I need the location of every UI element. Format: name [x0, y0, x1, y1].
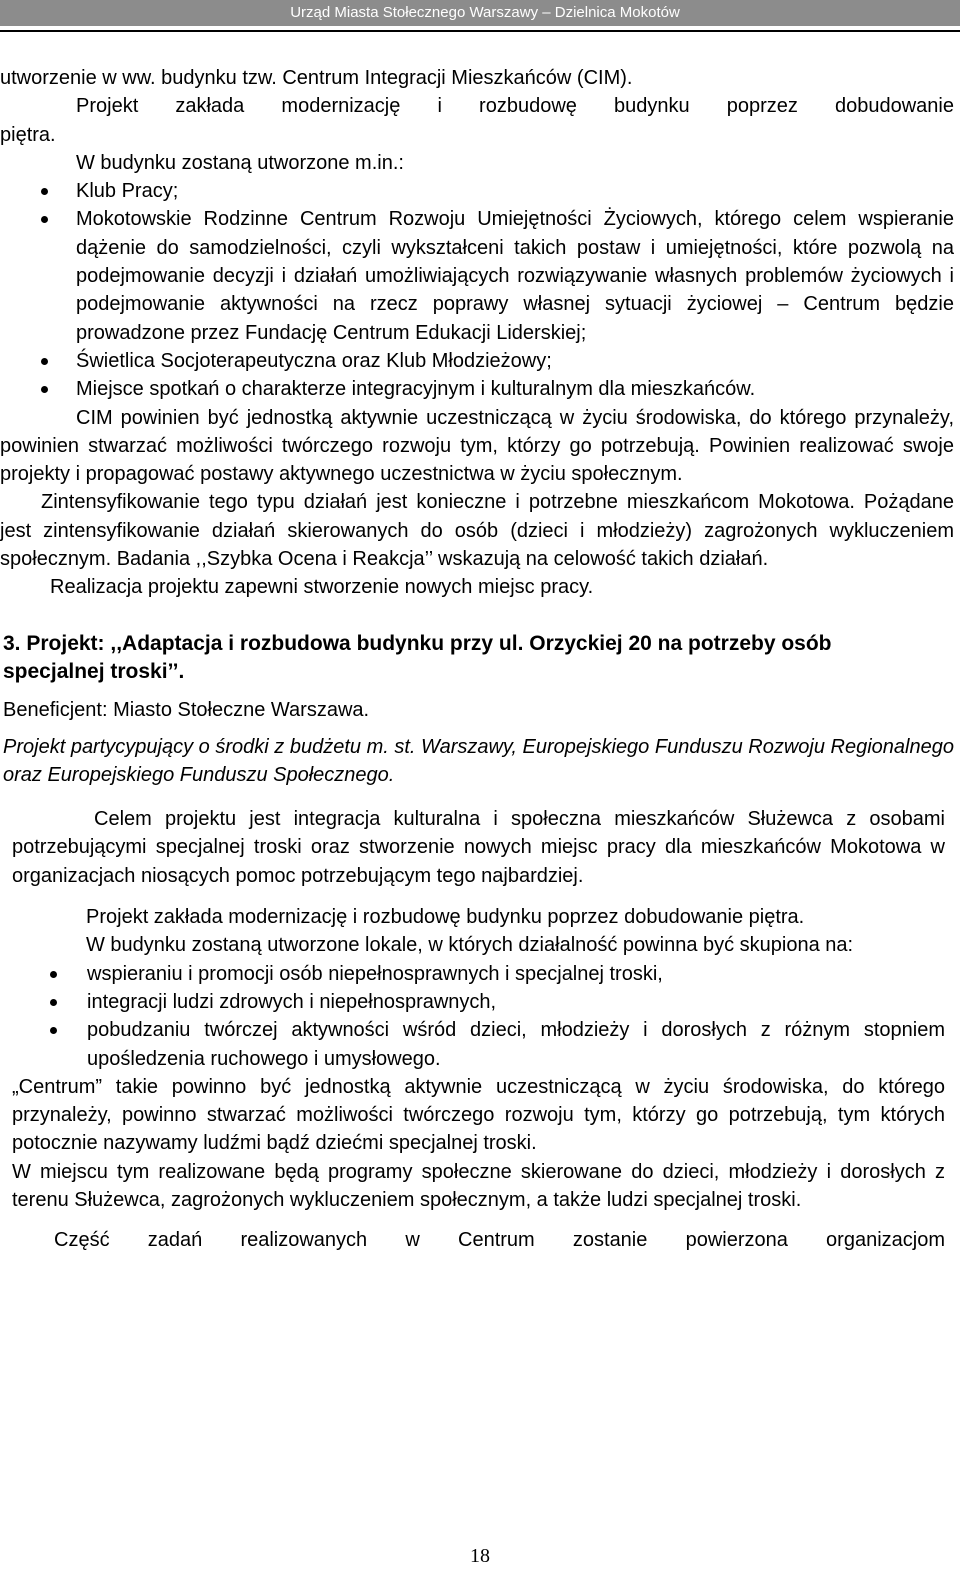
- list-item-text: Mokotowskie Rodzinne Centrum Rozwoju Umiejętności Życiowych, którego celem wspieranie dążenie do samodzielności, czyli wykształceni takich postaw i umiejętności, które pozwolą na podejmowanie decyzji i działań umożliwiających rozwiązywanie własnych problemów życiowych i podejmowanie aktywności na rzecz poprawy własnej sytuacji życiowej – Centrum będzie prowadzone przez Fundację Centrum Edukacji Liderskiej;: [76, 208, 954, 344]
- goal-paragraph: Celem projektu jest integracja kulturalna i społeczna mieszkańców Służewca z osobami potrzebującymi specjalnej troski oraz stworzenie nowych miejsc pracy dla mieszkańców Mokotowa w organizacjach niosących pomoc potrzebującym tego najbardziej.: [12, 808, 945, 887]
- header-divider: [0, 30, 960, 32]
- centrum-paragraph: „Centrum” takie powinno być jednostką aktywnie uczestniczącą w życiu środowiska, do którego przynależy, powinno stwarzać możliwości twórczego rozwoju tym, którzy go potrzebują, tym których potocznie nazywamy ludźmi bądź dziećmi specjalnej troski.: [12, 1075, 945, 1155]
- list-item-text: integracji ludzi zdrowych i niepełnosprawnych,: [87, 990, 497, 1013]
- beneficiary-line: Beneficjent: Miasto Stołeczne Warszawa.: [3, 699, 370, 722]
- tasks-paragraph: Część zadań realizowanych w Centrum zostanie powierzona organizacjom: [54, 1229, 945, 1252]
- intensification-paragraph: Zintensyfikowanie tego typu działań jest konieczne i potrzebne mieszkańcom Mokotowa. Pożądane jest zintensyfikowanie działań skierowanych do osób (dzieci i młodzieży) zagrożonych wykluczeniem społecznym. Badania ,,Szybka Ocena i Reakcja’’ wskazują na celowość takich działań.: [0, 491, 954, 571]
- cim-modernization-line: Projekt zakłada modernizację i rozbudowę budynku poprzez dobudowanie: [76, 95, 954, 118]
- jobs-paragraph: Realizacja projektu zapewni stworzenie nowych miejsc pracy.: [50, 576, 594, 599]
- bullet-icon: [50, 1027, 57, 1034]
- list-item-text: wspieraniu i promocji osób niepełnosprawnych i specjalnej troski,: [87, 962, 663, 985]
- premises-paragraph: W budynku zostaną utworzone lokale, w których działalność powinna być skupiona na:: [86, 934, 854, 957]
- list-item-text: pobudzaniu twórczej aktywności wśród dzieci, młodzieży i dorosłych z różnym stopniem upośledzenia ruchowego i umysłowego.: [87, 1019, 945, 1070]
- bullet-icon: [41, 358, 48, 365]
- cim-role-paragraph: CIM powinien być jednostką aktywnie uczestniczącą w życiu środowiska, do którego przynależy, powinien stwarzać możliwości twórczego rozwoju tym, którzy go potrzebują. Powinien realizować swoje projekty i propagować postawy aktywnego uczestnictwa w życiu społecznym.: [0, 406, 954, 486]
- list-item: [0, 988, 960, 1016]
- cim-floor-line: piętra.: [0, 123, 56, 146]
- list-item: [0, 205, 960, 346]
- list-item: [0, 347, 960, 375]
- bullet-icon: [41, 188, 48, 195]
- project-3-heading: 3. Projekt: ,,Adaptacja i rozbudowa budynku przy ul. Orzyckiej 20 na potrzeby osób specjalnej troski’’.: [3, 631, 832, 683]
- bullet-icon: [50, 971, 57, 978]
- cim-created-intro: W budynku zostaną utworzone m.in.:: [76, 151, 404, 174]
- list-item-text: Świetlica Socjoterapeutyczna oraz Klub Młodzieżowy;: [76, 349, 552, 372]
- page-body: [0, 64, 960, 1255]
- funding-line: Projekt partycypujący o środki z budżetu m. st. Warszawy, Europejskiego Funduszu Rozwoju Regionalnego oraz Europejskiego Funduszu Społecznego.: [3, 735, 954, 786]
- cim-intro-line: utworzenie w ww. budynku tzw. Centrum Integracji Mieszkańców (CIM).: [0, 67, 633, 89]
- cim-bullet-list: [0, 177, 960, 403]
- bullet-icon: [50, 999, 57, 1006]
- cim-section: [0, 64, 960, 602]
- list-item: [0, 375, 960, 403]
- bullet-icon: [41, 216, 48, 223]
- document-header: [0, 0, 960, 26]
- header-title: Urząd Miasta Stołecznego Warszawy – Dzielnica Mokotów: [290, 4, 680, 21]
- list-item-text: Miejsce spotkań o charakterze integracyjnym i kulturalnym dla mieszkańców.: [76, 378, 756, 401]
- project-3-section: [0, 805, 960, 1254]
- page-number: 18: [470, 1545, 490, 1567]
- programs-paragraph: W miejscu tym realizowane będą programy społeczne skierowane do dzieci, młodzieży i dorosłych z terenu Służewca, zagrożonych wykluczeniem społecznym, a także ludzi specjalnej troski.: [12, 1160, 945, 1211]
- bullet-icon: [41, 386, 48, 393]
- premises-bullet-list: [0, 960, 960, 1073]
- list-item: [0, 1016, 960, 1073]
- modernization-paragraph: Projekt zakłada modernizację i rozbudowę budynku poprzez dobudowanie piętra.: [86, 906, 805, 929]
- list-item-text: Klub Pracy;: [76, 180, 179, 203]
- list-item: [0, 960, 960, 988]
- list-item: [0, 177, 960, 205]
